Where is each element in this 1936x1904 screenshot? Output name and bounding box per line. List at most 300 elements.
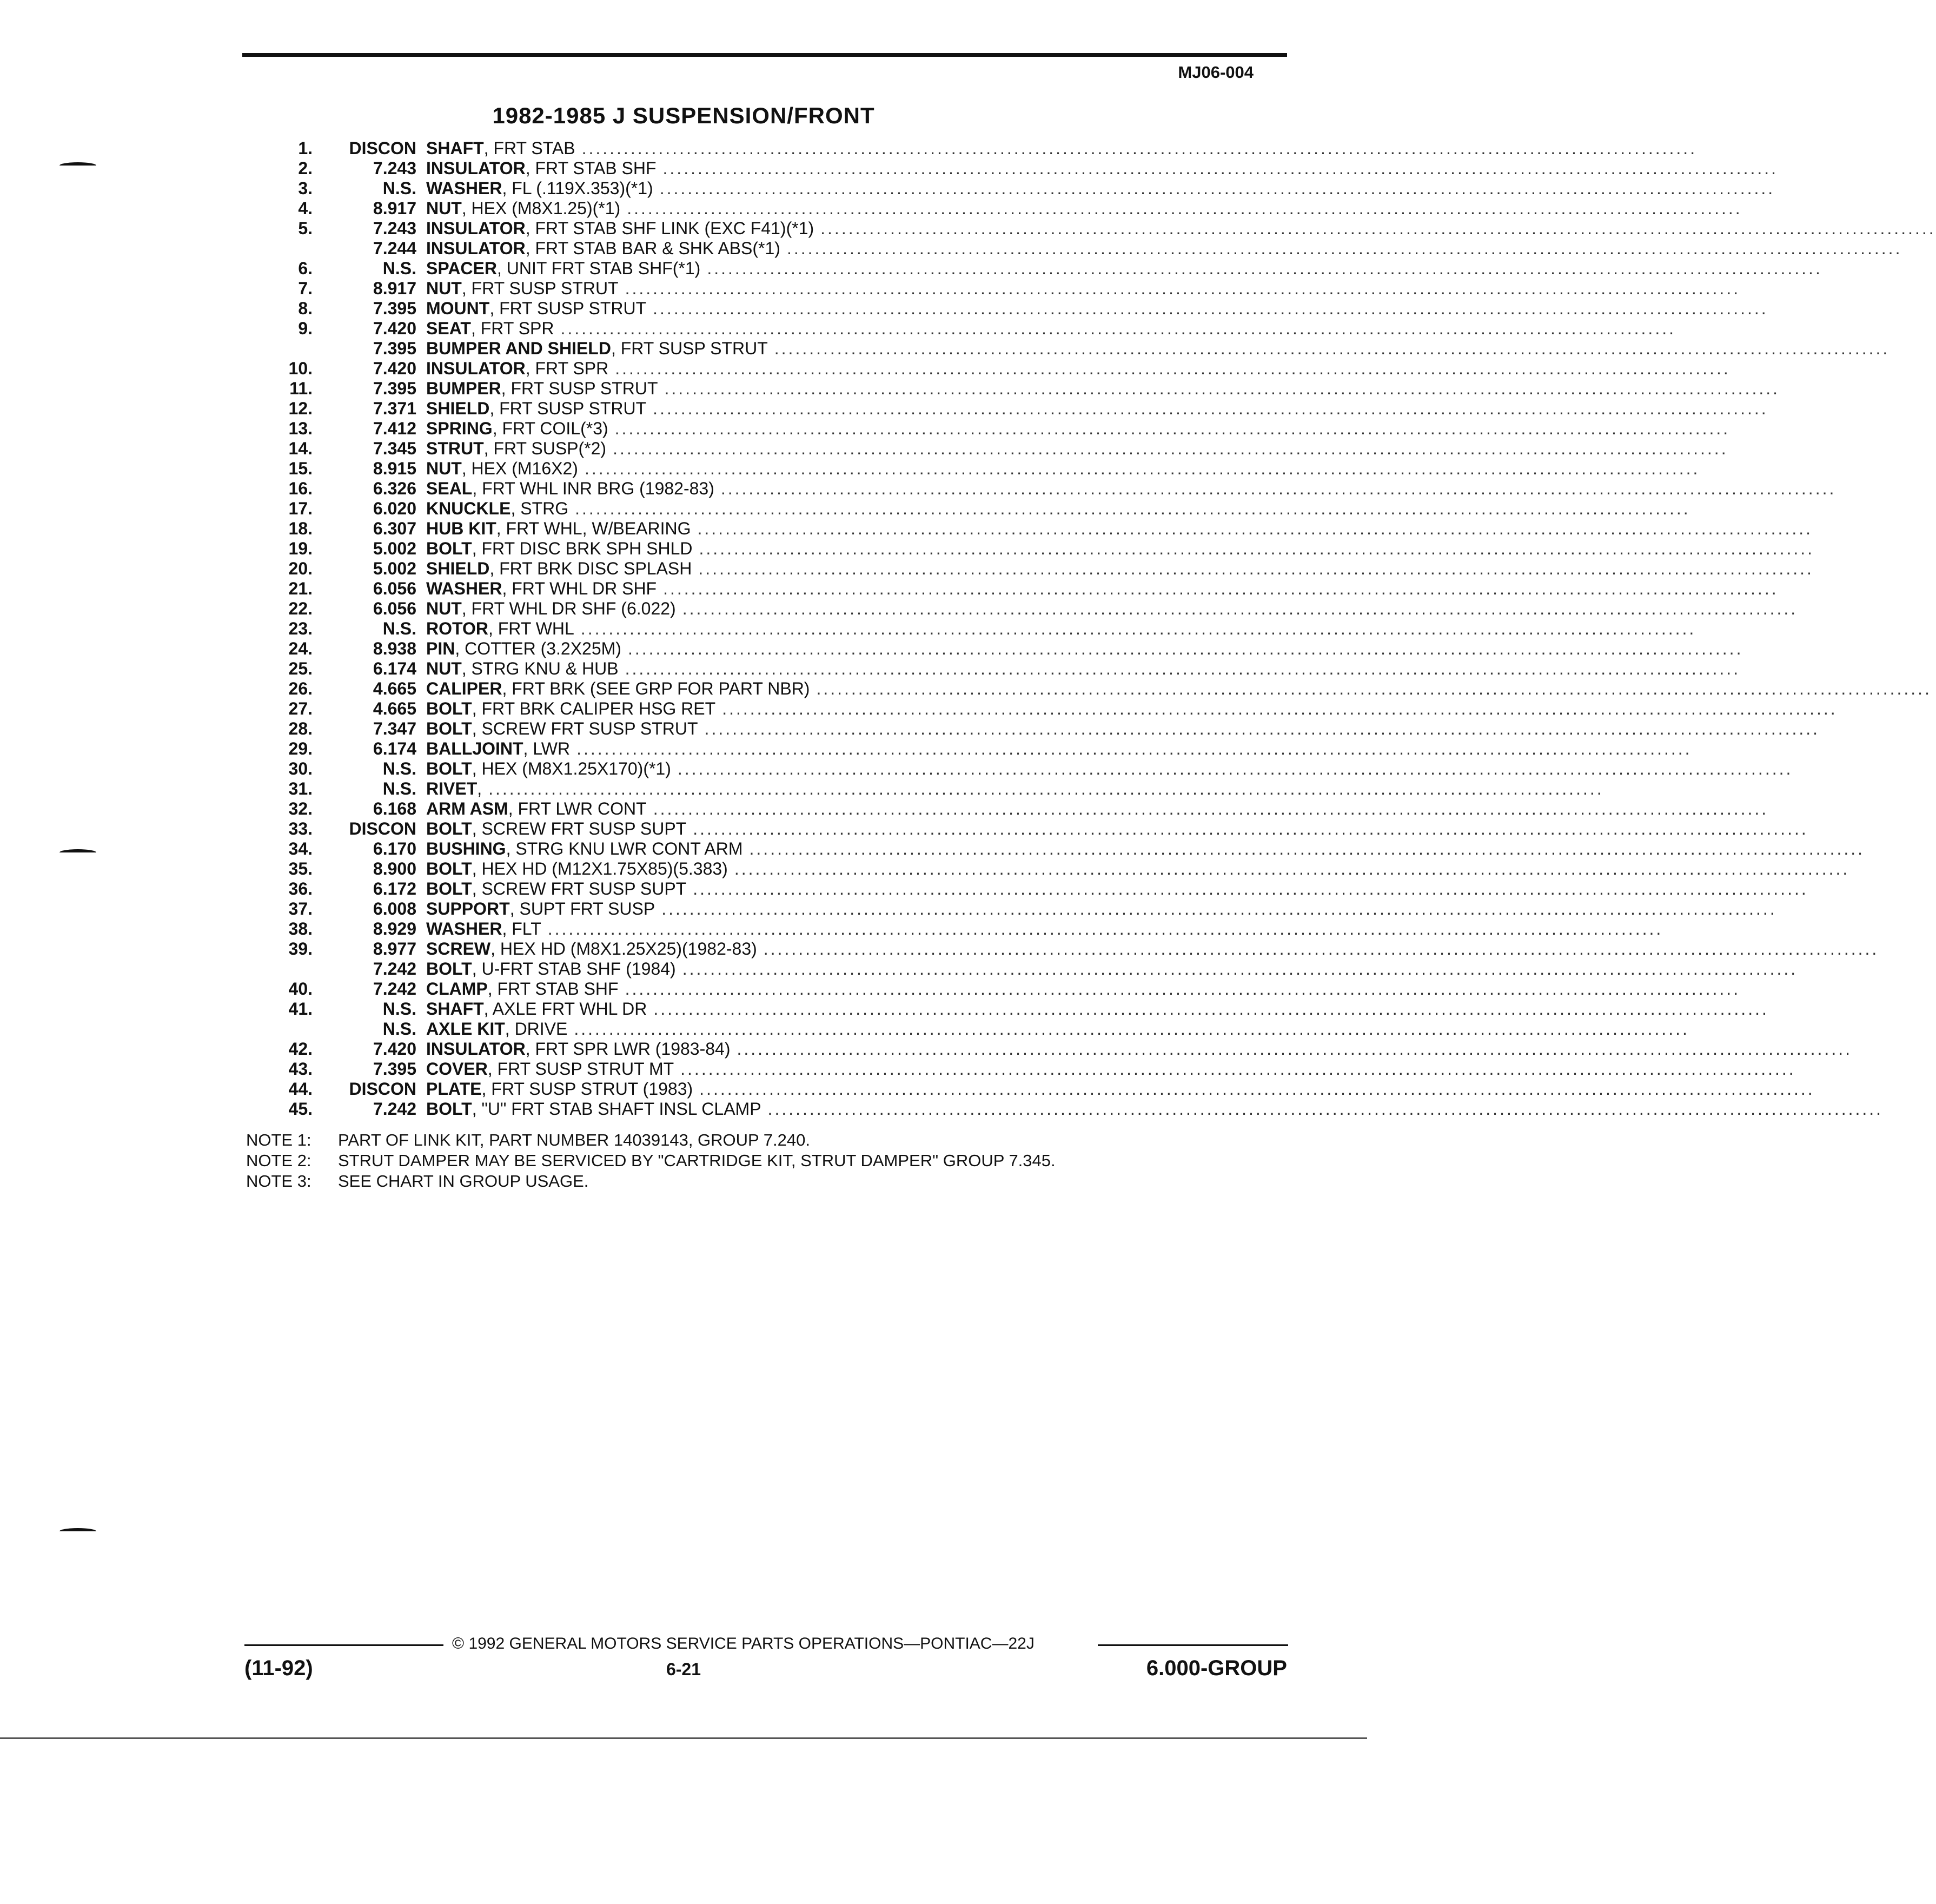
part-row (238, 599, 1798, 619)
part-name: AXLE KIT (426, 1019, 505, 1039)
group-number: N.S. (382, 1019, 416, 1039)
note-label: NOTE 3: (246, 1172, 311, 1191)
part-description (426, 519, 1813, 539)
item-number: 42. (288, 1039, 313, 1059)
dot-leader: ................................................................................................................................................................ (720, 479, 1836, 498)
part-name: SCREW (426, 939, 491, 958)
group-number: 6.056 (373, 599, 416, 618)
page-title: 1982-1985 J SUSPENSION/FRONT (492, 103, 875, 128)
part-name: BOLT (426, 859, 472, 878)
part-detail: , FRT STAB (483, 138, 575, 158)
group-number: 7.243 (373, 158, 416, 178)
part-detail: , FRT SUSP STRUT (489, 299, 647, 318)
part-name: INSULATOR (426, 359, 526, 378)
group-number: N.S. (382, 999, 416, 1019)
item-number: 32. (288, 799, 313, 818)
binder-hole-mark (59, 849, 96, 856)
note-text: SEE CHART IN GROUP USAGE. (338, 1172, 589, 1191)
group-number: 7.395 (373, 299, 416, 318)
dot-leader: ................................................................................................................................................................ (820, 219, 1936, 238)
item-number: 39. (288, 939, 313, 958)
note-row (246, 1130, 1056, 1151)
dot-leader: ................................................................................................................................................................ (680, 1059, 1796, 1079)
dot-leader: ................................................................................................................................................................ (653, 799, 1769, 818)
group-number: 6.172 (373, 879, 416, 898)
part-name: INSULATOR (426, 219, 526, 238)
part-row (238, 279, 1741, 299)
part-row (238, 319, 1676, 339)
group-number: 8.938 (373, 639, 416, 658)
part-detail: , FRT BRK (SEE GRP FOR PART NBR) (502, 679, 810, 698)
group-number: 7.395 (373, 379, 416, 398)
item-number: 16. (288, 479, 313, 498)
part-row (238, 719, 1820, 739)
part-description (426, 739, 1692, 759)
item-number: 28. (288, 719, 313, 738)
group-number: 8.977 (373, 939, 416, 958)
part-name: PLATE (426, 1079, 482, 1099)
item-number: 38. (288, 919, 313, 938)
part-description (426, 479, 1836, 499)
item-number: 13. (288, 419, 313, 438)
dot-leader: ................................................................................................................................................................ (662, 158, 1779, 178)
item-number: 10. (288, 359, 313, 378)
dot-leader: ................................................................................................................................................................ (693, 879, 1808, 898)
part-detail: , "U" FRT STAB SHAFT INSL CLAMP (472, 1099, 761, 1119)
item-number: 3. (298, 178, 313, 198)
notes-section (246, 1130, 1056, 1192)
part-row (238, 1019, 1689, 1039)
part-name: SPRING (426, 419, 493, 438)
part-detail: , FRT STAB SHF (487, 979, 619, 999)
group-number: N.S. (382, 619, 416, 638)
part-detail: , DRIVE (505, 1019, 568, 1039)
item-number: 44. (288, 1079, 313, 1099)
part-description (426, 939, 1879, 959)
part-detail: , FRT BRK DISC SPLASH (489, 559, 692, 578)
item-number: 14. (288, 439, 313, 458)
part-row (238, 379, 1780, 399)
part-detail: , FRT SPR LWR (1983-84) (525, 1039, 731, 1059)
part-name: NUT (426, 279, 462, 298)
item-number: 45. (288, 1099, 313, 1119)
group-number: 7.242 (373, 959, 416, 979)
part-description (426, 859, 1850, 879)
part-name: RIVET (426, 779, 478, 798)
item-number: 7. (298, 279, 313, 298)
part-description (426, 239, 1902, 259)
item-number: 9. (298, 319, 313, 338)
part-description (426, 1059, 1796, 1079)
part-description (426, 1079, 1815, 1099)
part-detail: , HEX (M8X1.25)(*1) (461, 199, 621, 218)
part-row (238, 158, 1779, 178)
dot-leader: ................................................................................................................................................................ (661, 899, 1777, 918)
part-description (426, 279, 1741, 299)
dot-leader: ................................................................................................................................................................ (576, 739, 1692, 758)
part-detail: , FRT SUSP STRUT (611, 339, 768, 358)
part-name: KNUCKLE (426, 499, 511, 518)
part-row (238, 259, 1822, 279)
item-number: 6. (298, 259, 313, 278)
part-row (238, 979, 1741, 999)
item-number: 26. (288, 679, 313, 698)
item-number: 11. (289, 379, 313, 398)
dot-leader: ................................................................................................................................................................ (625, 659, 1741, 678)
part-description (426, 299, 1768, 319)
dot-leader: ................................................................................................................................................................ (627, 639, 1743, 658)
part-detail: , SCREW FRT SUSP SUPT (472, 879, 687, 898)
part-name: SHIELD (426, 399, 490, 418)
group-number: 7.420 (373, 319, 416, 338)
part-detail: , HEX HD (M12X1.75X85)(5.383) (472, 859, 728, 878)
group-number: 7.242 (373, 979, 416, 999)
note-label: NOTE 1: (246, 1130, 311, 1149)
dot-leader: ................................................................................................................................................................ (774, 339, 1890, 358)
part-row (238, 799, 1769, 819)
group-number: 6.174 (373, 739, 416, 758)
group-number: 7.395 (373, 339, 416, 358)
part-detail: , HEX HD (M8X1.25X25)(1982-83) (490, 939, 757, 958)
part-name: SUPPORT (426, 899, 510, 918)
group-number: 6.056 (373, 579, 416, 598)
part-detail: , FRT WHL, W/BEARING (496, 519, 691, 538)
part-description (426, 399, 1768, 419)
group-number: 5.002 (373, 559, 416, 578)
part-name: CALIPER (426, 679, 502, 698)
part-description (426, 719, 1820, 739)
part-row (238, 479, 1836, 499)
item-number: 37. (288, 899, 313, 918)
part-name: SHAFT (426, 138, 484, 158)
part-description (426, 138, 1698, 158)
part-detail: , FRT SUSP STRUT (489, 399, 647, 418)
scan-edge-rule (0, 1737, 1367, 1739)
dot-leader: ................................................................................................................................................................ (653, 299, 1768, 318)
item-number: 43. (288, 1059, 313, 1079)
part-row (238, 919, 1663, 939)
part-description (426, 999, 1769, 1019)
part-detail: , FRT SUSP STRUT (461, 279, 619, 298)
part-description (426, 879, 1808, 899)
dot-leader: ................................................................................................................................................................ (614, 419, 1731, 438)
part-detail: , SUPT FRT SUSP (509, 899, 655, 918)
part-detail: , LWR (523, 739, 571, 758)
group-number: 7.347 (373, 719, 416, 738)
part-description (426, 359, 1731, 379)
part-row (238, 299, 1768, 319)
part-description (426, 158, 1779, 178)
note-text: STRUT DAMPER MAY BE SERVICED BY "CARTRIDGE KIT, STRUT DAMPER" GROUP 7.345. (338, 1151, 1056, 1170)
item-number: 15. (288, 459, 313, 478)
group-number: 6.307 (373, 519, 416, 538)
part-detail: , FRT COIL(*3) (492, 419, 608, 438)
group-number: N.S. (382, 259, 416, 278)
part-row (238, 879, 1808, 899)
dot-leader: ................................................................................................................................................................ (488, 779, 1604, 798)
part-row (238, 1099, 1884, 1119)
part-name: BOLT (426, 959, 472, 979)
part-detail: , COTTER (3.2X25M) (455, 639, 621, 658)
dot-leader: ................................................................................................................................................................ (697, 519, 1813, 538)
dot-leader: ................................................................................................................................................................ (560, 319, 1676, 338)
group-number: 8.915 (373, 459, 416, 478)
part-detail: , FRT WHL DR SHF (502, 579, 657, 598)
part-name: SHAFT (426, 999, 484, 1019)
group-number: 5.002 (373, 539, 416, 558)
dot-leader: ................................................................................................................................................................ (574, 1019, 1689, 1039)
part-name: STRUT (426, 439, 484, 458)
group-number: 6.174 (373, 659, 416, 678)
part-row (238, 239, 1902, 259)
part-row (238, 399, 1768, 419)
part-detail: , FRT SPR (470, 319, 554, 338)
part-description (426, 979, 1741, 999)
part-description (426, 619, 1696, 639)
item-number: 35. (288, 859, 313, 878)
part-name: NUT (426, 459, 462, 478)
dot-leader: ................................................................................................................................................................ (613, 439, 1728, 458)
part-row (238, 699, 1838, 719)
dot-leader: ................................................................................................................................................................ (575, 499, 1690, 518)
part-description (426, 459, 1700, 479)
dot-leader: ................................................................................................................................................................ (659, 178, 1775, 198)
dot-leader: ................................................................................................................................................................ (581, 138, 1698, 158)
item-number: 31. (288, 779, 313, 798)
part-row (238, 759, 1793, 779)
part-name: NUT (426, 199, 462, 218)
copyright-text: © 1992 GENERAL MOTORS SERVICE PARTS OPERATIONS—PONTIAC—22J (452, 1635, 1035, 1652)
part-description (426, 539, 1815, 559)
group-number: N.S. (382, 759, 416, 778)
group-number: 6.020 (373, 499, 416, 518)
item-number: 29. (288, 739, 313, 758)
part-detail: , FRT WHL INR BRG (1982-83) (472, 479, 714, 498)
dot-leader: ................................................................................................................................................................ (699, 1079, 1815, 1099)
item-number: 12. (288, 399, 313, 418)
part-name: WASHER (426, 919, 502, 938)
group-number: N.S. (382, 779, 416, 798)
part-description (426, 259, 1822, 279)
part-row (238, 419, 1731, 439)
part-detail: , FRT SPR (525, 359, 609, 378)
group-number: DISCON (349, 138, 416, 158)
part-description (426, 219, 1936, 239)
part-name: BOLT (426, 719, 472, 738)
part-row (238, 178, 1775, 199)
part-name: BUMPER (426, 379, 501, 398)
group-number: 4.665 (373, 679, 416, 698)
part-row (238, 839, 1865, 859)
part-description (426, 379, 1780, 399)
dot-leader: ................................................................................................................................................................ (677, 759, 1793, 778)
dot-leader: ................................................................................................................................................................ (749, 839, 1865, 858)
part-detail: , HEX (M16X2) (461, 459, 578, 478)
note-row (246, 1172, 1056, 1192)
part-name: ARM ASM (426, 799, 508, 818)
item-number: 20. (288, 559, 313, 578)
note-text: PART OF LINK KIT, PART NUMBER 14039143, GROUP 7.240. (338, 1130, 810, 1149)
dot-leader: ................................................................................................................................................................ (653, 999, 1769, 1019)
part-description (426, 1019, 1689, 1039)
part-description (426, 178, 1775, 199)
part-detail: , FLT (502, 919, 541, 938)
part-description (426, 759, 1793, 779)
group-number: DISCON (349, 1079, 416, 1099)
note-row (246, 1151, 1056, 1172)
part-description (426, 779, 1604, 799)
part-detail: , FRT BRK CALIPER HSG RET (472, 699, 716, 718)
item-number: 33. (288, 819, 313, 838)
group-number: 6.008 (373, 899, 416, 918)
document-code: MJ06-004 (1178, 63, 1254, 82)
part-detail: , FRT SUSP STRUT (501, 379, 658, 398)
part-row (238, 779, 1604, 799)
parts-list (238, 138, 1936, 1119)
dot-leader: ................................................................................................................................................................ (767, 1099, 1884, 1119)
part-description (426, 439, 1728, 459)
dot-leader: ................................................................................................................................................................ (786, 239, 1902, 258)
part-description (426, 199, 1742, 219)
dot-leader: ................................................................................................................................................................ (737, 1039, 1852, 1059)
dot-leader: ................................................................................................................................................................ (584, 459, 1700, 478)
part-name: NUT (426, 599, 462, 618)
revision-date: (11-92) (244, 1656, 313, 1680)
part-description (426, 959, 1798, 979)
part-description (426, 499, 1690, 519)
part-name: SEAL (426, 479, 473, 498)
part-name: BOLT (426, 1099, 472, 1119)
part-description (426, 1099, 1884, 1119)
item-number: 21. (288, 579, 313, 598)
part-detail: , SCREW FRT SUSP SUPT (472, 819, 687, 838)
part-row (238, 138, 1698, 158)
part-detail: , STRG KNU LWR CONT ARM (506, 839, 743, 858)
part-row (238, 999, 1769, 1019)
part-detail: , FRT DISC BRK SPH SHLD (472, 539, 693, 558)
part-detail: , AXLE FRT WHL DR (483, 999, 647, 1019)
item-number: 34. (288, 839, 313, 858)
group-number: 7.371 (373, 399, 416, 418)
dot-leader: ................................................................................................................................................................ (693, 819, 1808, 838)
part-detail: , FRT SUSP(*2) (483, 439, 607, 458)
part-description (426, 339, 1890, 359)
part-row (238, 679, 1932, 699)
dot-leader: ................................................................................................................................................................ (615, 359, 1731, 378)
item-number: 25. (288, 659, 313, 678)
part-row (238, 579, 1779, 599)
part-name: BUSHING (426, 839, 506, 858)
part-detail: , UNIT FRT STAB SHF(*1) (496, 259, 701, 278)
part-row (238, 859, 1850, 879)
group-label: 6.000-GROUP (1146, 1656, 1287, 1680)
group-number: 7.395 (373, 1059, 416, 1079)
part-row (238, 939, 1879, 959)
part-detail: , HEX (M8X1.25X170)(*1) (472, 759, 671, 778)
part-name: SPACER (426, 259, 497, 278)
part-name: CLAMP (426, 979, 488, 999)
group-number: N.S. (382, 178, 416, 198)
part-row (238, 519, 1813, 539)
part-row (238, 659, 1741, 679)
item-number: 5. (298, 219, 313, 238)
part-row (238, 459, 1700, 479)
part-description (426, 679, 1932, 699)
part-description (426, 639, 1743, 659)
group-number: 6.326 (373, 479, 416, 498)
footer-rule-right (1098, 1644, 1288, 1646)
group-number: 6.170 (373, 839, 416, 858)
dot-leader: ................................................................................................................................................................ (816, 679, 1932, 698)
dot-leader: ................................................................................................................................................................ (763, 939, 1879, 958)
group-number: 6.168 (373, 799, 416, 818)
part-description (426, 819, 1808, 839)
part-description (426, 919, 1663, 939)
group-number: DISCON (349, 819, 416, 838)
part-detail: , FRT WHL DR SHF (6.022) (461, 599, 676, 618)
part-name: WASHER (426, 579, 502, 598)
part-row (238, 1079, 1815, 1099)
dot-leader: ................................................................................................................................................................ (734, 859, 1850, 878)
group-number: 7.420 (373, 359, 416, 378)
dot-leader: ................................................................................................................................................................ (698, 559, 1814, 578)
part-description (426, 579, 1779, 599)
part-name: BOLT (426, 699, 472, 718)
part-row (238, 1059, 1796, 1079)
part-name: BOLT (426, 539, 472, 558)
part-row (238, 539, 1815, 559)
part-name: PIN (426, 639, 455, 658)
item-number: 19. (288, 539, 313, 558)
part-row (238, 1039, 1852, 1059)
group-number: 8.929 (373, 919, 416, 938)
part-name: BOLT (426, 819, 472, 838)
part-name: ROTOR (426, 619, 488, 638)
part-detail: , SCREW FRT SUSP STRUT (472, 719, 698, 738)
part-row (238, 619, 1696, 639)
group-number: 4.665 (373, 699, 416, 718)
part-detail: , (477, 779, 482, 798)
dot-leader: ................................................................................................................................................................ (580, 619, 1696, 638)
item-number: 24. (288, 639, 313, 658)
dot-leader: ................................................................................................................................................................ (682, 599, 1798, 618)
group-number: 7.412 (373, 419, 416, 438)
part-row (238, 559, 1814, 579)
binder-hole-mark (59, 162, 96, 169)
dot-leader: ................................................................................................................................................................ (627, 199, 1742, 218)
part-row (238, 959, 1798, 979)
part-detail: , FL (.119X.353)(*1) (502, 178, 653, 198)
part-name: INSULATOR (426, 239, 526, 258)
part-row (238, 499, 1690, 519)
footer-rule-left (244, 1644, 443, 1646)
part-name: INSULATOR (426, 158, 526, 178)
part-detail: , FRT LWR CONT (508, 799, 647, 818)
item-number: 30. (288, 759, 313, 778)
part-description (426, 419, 1731, 439)
group-number: 7.242 (373, 1099, 416, 1119)
dot-leader: ................................................................................................................................................................ (625, 979, 1741, 999)
part-detail: , U-FRT STAB SHF (1984) (472, 959, 676, 979)
item-number: 40. (288, 979, 313, 999)
part-name: NUT (426, 659, 462, 678)
part-row (238, 639, 1743, 659)
note-label: NOTE 2: (246, 1151, 311, 1170)
part-description (426, 839, 1865, 859)
part-row (238, 339, 1890, 359)
part-name: WASHER (426, 178, 502, 198)
top-rule (242, 53, 1287, 57)
